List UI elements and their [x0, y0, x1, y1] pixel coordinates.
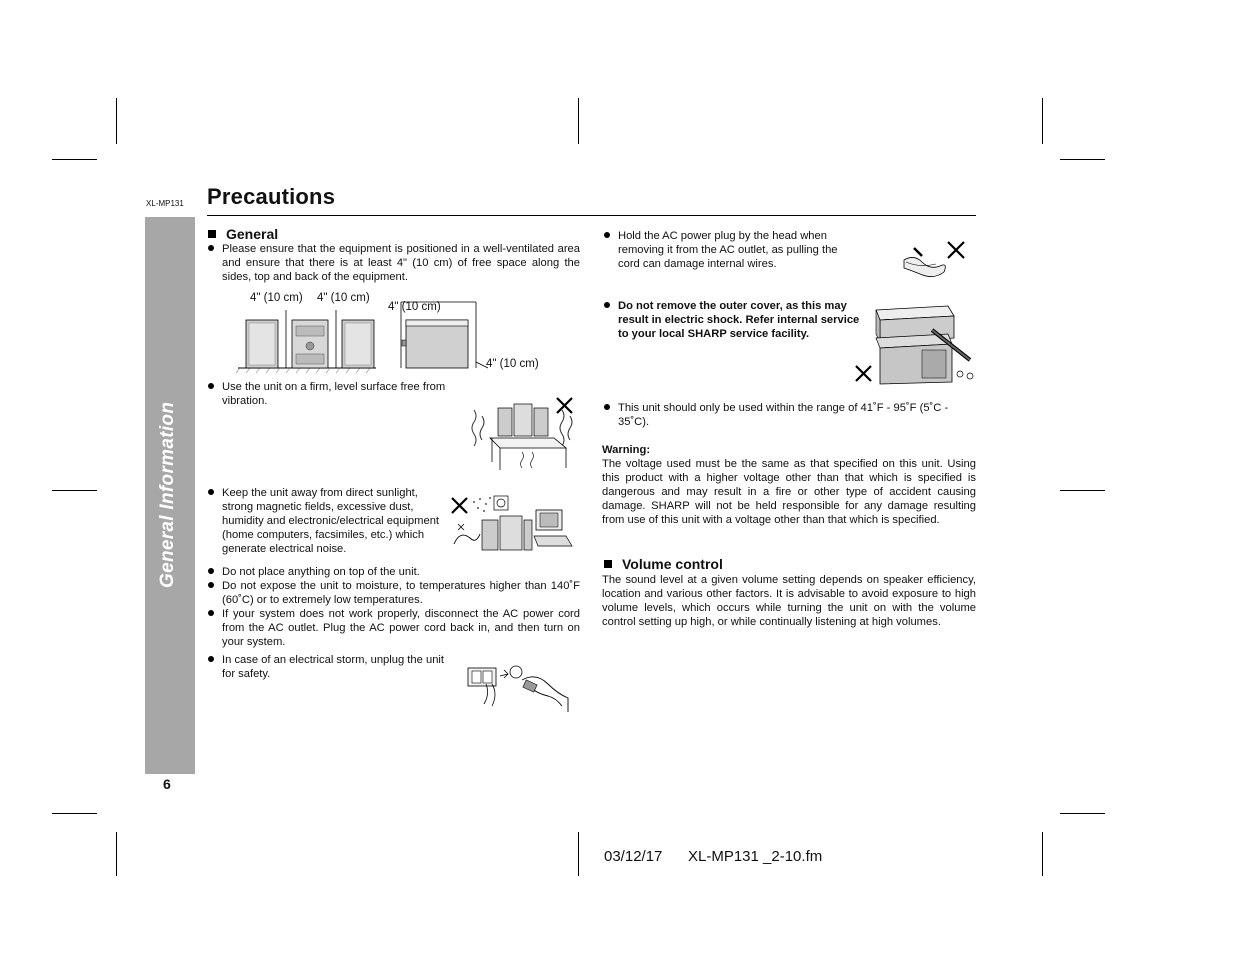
- crop-mark: [1042, 98, 1043, 144]
- bullet-icon: [208, 568, 214, 574]
- square-bullet-icon: [604, 560, 612, 568]
- bullet-icon: [604, 302, 610, 308]
- section-heading-volume: [604, 556, 723, 572]
- cover-illustration: [852, 304, 978, 388]
- crop-mark: [52, 159, 97, 160]
- moisture-text: Do not expose the unit to moisture, to temperatures higher than 140˚F (60˚C) or to extremely low temperatures.: [222, 580, 580, 606]
- crop-mark: [116, 832, 117, 876]
- page-title: Precautions: [207, 184, 336, 209]
- footer-filename: XL-MP131 _2-10.fm: [688, 848, 823, 865]
- bullet-icon: [208, 245, 214, 251]
- dimension-label-back: 4" (10 cm): [486, 358, 539, 370]
- disconnect-text: If your system does not work properly, disconnect the AC power cord from the AC outlet. Plug the AC power cord back in, and then turn on your system.: [222, 608, 580, 648]
- crop-mark: [1060, 159, 1105, 160]
- cover-warning-text: Do not remove the outer cover, as this may result in electric shock. Refer internal service to your local SHARP service facility.: [618, 300, 860, 340]
- no-top-text: Do not place anything on top of the unit.: [222, 566, 420, 578]
- firm-surface-text: Use the unit on a firm, level surface free from vibration.: [222, 381, 446, 407]
- sidebar-section-label: General Information: [157, 401, 178, 588]
- crop-mark: [1060, 813, 1105, 814]
- bullet-icon: [604, 232, 610, 238]
- title-rule: [207, 215, 976, 216]
- crop-mark: [1042, 832, 1043, 876]
- bullet-icon: [208, 610, 214, 616]
- temperature-range-text: This unit should only be used within the range of 41˚F - 95˚F (5˚C - 35˚C).: [618, 402, 949, 428]
- warning-title: Warning:: [602, 444, 651, 456]
- page-number: 6: [163, 776, 171, 792]
- footer-date: 03/12/17: [604, 848, 663, 865]
- crop-mark: [52, 813, 97, 814]
- bullet-icon: [208, 582, 214, 588]
- prohibited-x-icon: [555, 396, 575, 416]
- bullet-icon: [208, 383, 214, 389]
- bullet-icon: [208, 489, 214, 495]
- bullet-icon: [208, 656, 214, 662]
- model-code: XL-MP131: [146, 199, 184, 208]
- volume-text: The sound level at a given volume setting depends on speaker efficiency, location and various other factors. It is advisable to avoid exposure to high volume levels, which occurs while turning the unit on with the volume control setting up high, or while continually listening at high volumes.: [602, 574, 976, 628]
- storm-text: In case of an electrical storm, unplug the unit for safety.: [222, 654, 445, 680]
- ventilation-diagram: [236, 296, 496, 376]
- square-bullet-icon: [208, 230, 216, 238]
- sunlight-text: Keep the unit away from direct sunlight, strong magnetic fields, excessive dust, humidity and electronic/electrical equipment (home computers, facsimiles, etc.) which generate electrical noise.: [222, 487, 440, 555]
- warning-text: The voltage used must be the same as that specified on this unit. Using this product with a higher voltage other than that which is specified is dangerous and may result in a fire or other type of accident causing damage. SHARP will not be held responsible for any damage resulting from use of this unit with a voltage other than that which is specified.: [602, 458, 976, 526]
- dimension-label-top: 4" (10 cm): [388, 301, 441, 313]
- crop-mark: [578, 832, 579, 876]
- dimension-label-mid: 4" (10 cm): [317, 292, 370, 304]
- heading-text: General: [226, 226, 279, 242]
- crop-mark: [1060, 490, 1105, 491]
- interference-illustration: [450, 494, 578, 558]
- crop-mark: [116, 98, 117, 144]
- unplug-illustration: [464, 660, 576, 716]
- ventilation-text: Please ensure that the equipment is positioned in a well-ventilated area and ensure that there is at least 4" (10 cm) of free space along the sides, top and back of the equipment.: [222, 243, 580, 283]
- crop-mark: [578, 98, 579, 144]
- plug-text: Hold the AC power plug by the head when removing it from the AC outlet, as pulling the cord can damage internal wires.: [618, 230, 838, 270]
- dimension-label-left: 4" (10 cm): [250, 292, 303, 304]
- plug-illustration: [896, 238, 976, 278]
- section-heading-general: [208, 226, 278, 242]
- bullet-icon: [604, 404, 610, 410]
- heading-text: Volume control: [622, 556, 723, 572]
- crop-mark: [52, 490, 97, 491]
